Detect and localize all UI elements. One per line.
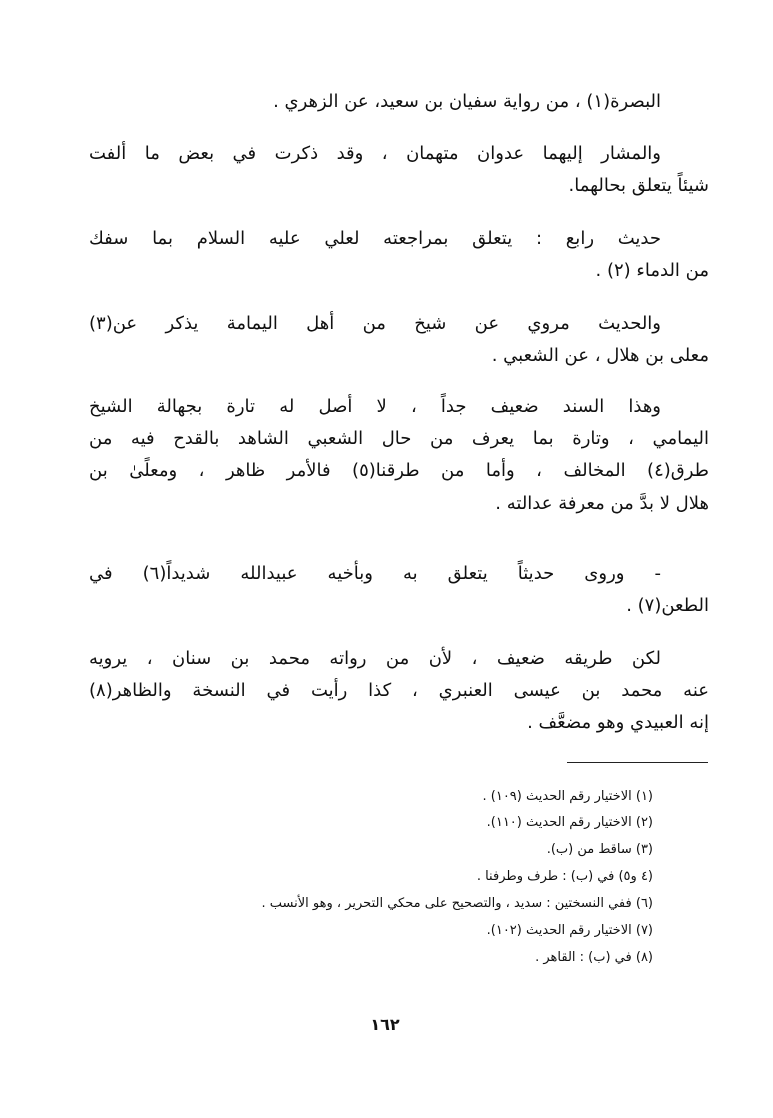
text-line: من الدماء (٢) . xyxy=(595,260,709,281)
text-line: هلال لا بدَّ من معرفة عدالته . xyxy=(495,493,709,514)
footnote: (٦) ففي النسختين : سديد ، والتصحيح على محكي التحرير ، وهو الأنسب . xyxy=(261,896,653,911)
text-line: البصرة(١) ، من رواية سفيان بن سعيد، عن الزهري . xyxy=(273,91,661,112)
text-line: اليمامي ، وتارة بما يعرف من حال الشعبي الشاهد بالقدح فيه من xyxy=(89,428,709,449)
text-line: والمشار إليهما عدوان متهمان ، وقد ذكرت في بعض ما ألفت xyxy=(89,143,661,164)
footnote: (٧) الاختيار رقم الحديث (١٠٢). xyxy=(486,923,653,938)
text-line: وهذا السند ضعيف جداً ، لا أصل له تارة بجهالة الشيخ xyxy=(89,396,661,417)
footnote: (٢) الاختيار رقم الحديث (١١٠). xyxy=(486,815,653,830)
section-heading-line: حديث رابع : يتعلق بمراجعته لعلي عليه السلام بما سفك xyxy=(89,228,661,249)
footnote: (١) الاختيار رقم الحديث (١٠٩) . xyxy=(482,789,653,804)
footnote: (٨) في (ب) : القاهر . xyxy=(535,950,653,965)
footnote: (٤ و٥) في (ب) : طرف وطرفنا . xyxy=(476,869,653,884)
text-line: عنه محمد بن عيسى العنبري ، كذا رأيت في النسخة والظاهر(٨) xyxy=(89,680,709,701)
footnote: (٣) ساقط من (ب). xyxy=(546,842,653,857)
text-line: طرق(٤) المخالف ، وأما من طرقنا(٥) فالأمر ظاهر ، ومعلًىٰ بن xyxy=(89,460,709,481)
text-line: الطعن(٧) . xyxy=(626,595,709,616)
text-line: - وروى حديثاً يتعلق به وبأخيه عبيدالله شديداً(٦) في xyxy=(89,563,661,584)
text-line: لكن طريقه ضعيف ، لأن من رواته محمد بن سنان ، يرويه xyxy=(89,648,661,669)
page-number: ١٦٢ xyxy=(370,1015,400,1034)
text-line: والحديث مروي عن شيخ من أهل اليمامة يذكر عن(٣) xyxy=(89,313,661,334)
text-line: معلى بن هلال ، عن الشعبي . xyxy=(491,345,709,366)
text-line: إنه العبيدي وهو مضعَّف . xyxy=(527,712,709,733)
text-line: شيئاً يتعلق بحالهما. xyxy=(568,175,709,196)
footnote-separator xyxy=(567,762,708,763)
